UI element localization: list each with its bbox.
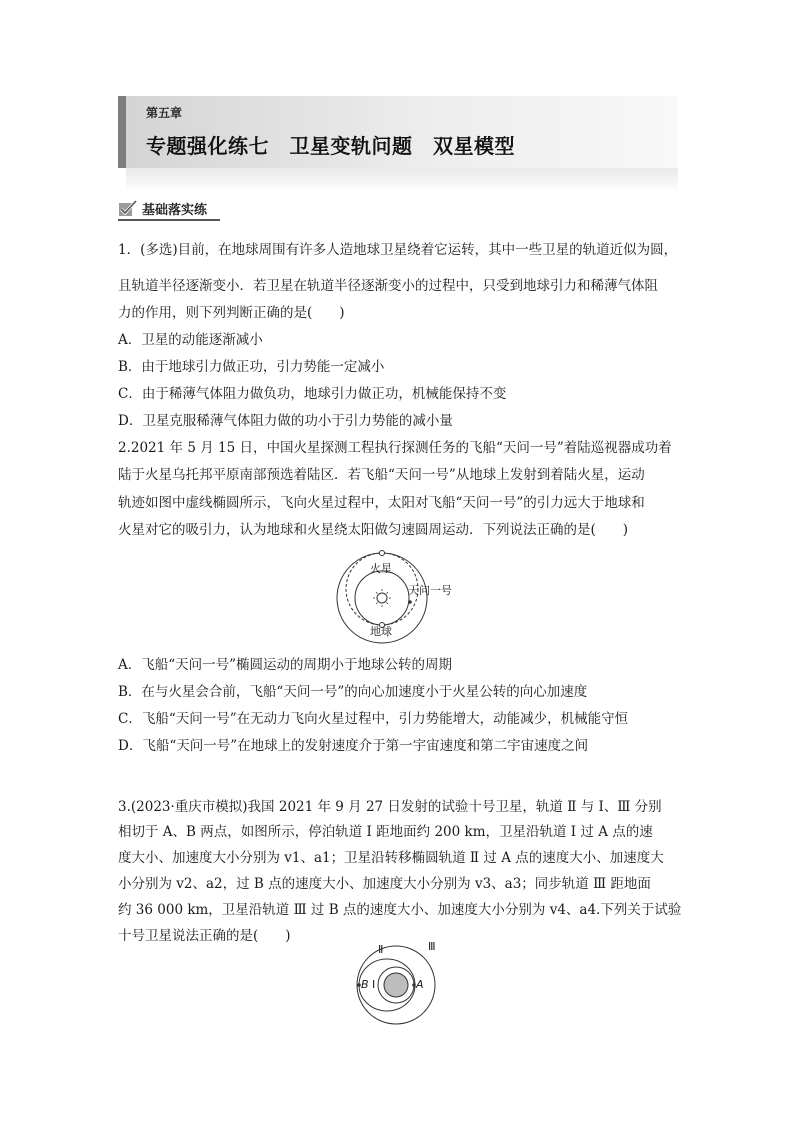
point-b-label: B [361,978,369,991]
banner-accent-bar [118,96,126,168]
q1-option-b: B．由于地球引力做正功，引力势能一定减小 [118,359,385,375]
earth-label: 地球 [370,625,392,638]
q2-option-d: D．飞船“天问一号”在地球上的发射速度介于第一宇宙速度和第二宇宙速度之间 [118,738,589,754]
section-underline [118,219,220,221]
q3-line: 十号卫星说法正确的是( ) [118,928,291,944]
q2-line: 陆于火星乌托邦平原南部预选着陆区．若飞船“天问一号”从地球上发射到着陆火星，运动 [118,467,645,483]
orbit-diagram [318,550,468,650]
section-label: 基础落实练 [142,202,208,218]
satellite-orbit-figure [350,938,450,1028]
probe-label: 天问一号 [408,584,452,597]
q2-option-a: A．飞船“天问一号”椭圆运动的周期小于地球公转的周期 [118,657,453,673]
mars-label: 火星 [370,562,392,575]
q2-option-b: B．在与火星会合前，飞船“天问一号”的向心加速度小于火星公转的向心加速度 [118,684,588,700]
q2-line: 轨迹如图中虚线椭圆所示，飞向火星过程中，太阳对飞船“天问一号”的引力远大于地球和 [118,495,645,511]
q2-line: 2.2021 年 5 月 15 日，中国火星探测工程执行探测任务的飞船“天问一号”着陆巡视器成功着 [118,440,672,456]
q3-line: 3.(2023·重庆市模拟)我国 2021 年 9 月 27 日发射的试验十号卫星，轨道 Ⅱ 与 Ⅰ、Ⅲ 分别 [118,799,662,815]
chapter-label: 第五章 [146,106,183,120]
q3-line: 小分别为 v2、a2，过 B 点的速度大小、加速度大小分别为 v3、a3；同步轨道 Ⅲ 距地面 [118,876,651,892]
q2-line: 火星对它的吸引力，认为地球和火星绕太阳做匀速圆周运动．下列说法正确的是( ) [118,522,629,538]
sun-icon [373,589,391,607]
mars-planet [380,551,385,556]
point-a-label: A [416,978,424,991]
chapter-banner [118,96,678,168]
q1-line: 1．(多选)目前，在地球周围有许多人造地球卫星绕着它运转，其中一些卫星的轨道近似为圆， [118,242,678,258]
earth-orbit [355,571,409,625]
page-title: 专题强化练七 卫星变轨问题 双星模型 [146,134,515,158]
section-heading [118,197,207,219]
q1-line: 且轨道半径逐渐变小．若卫星在轨道半径逐渐变小的过程中，只受到地球引力和稀薄气体阻 [118,278,658,294]
q1-option-a: A．卫星的动能逐渐减小 [118,332,263,348]
orbit-two-label: Ⅱ [378,943,384,956]
probe-marker [408,600,412,604]
q3-line: 约 36 000 km，卫星沿轨道 Ⅲ 过 B 点的速度大小、加速度大小分别为 v4、a4.下列关于试验 [118,902,682,918]
q1-option-d: D．卫星克服稀薄气体阻力做的功小于引力势能的减小量 [118,413,453,429]
q1-option-c: C．由于稀薄气体阻力做负功，地球引力做正功，机械能保持不变 [118,386,507,402]
mars-transfer-figure [318,550,468,650]
q3-line: 相切于 A、B 两点，如图所示，停泊轨道 Ⅰ 距地面约 200 km，卫星沿轨道 Ⅰ 过 A 点的速 [118,824,653,840]
earth-body [384,973,408,997]
q1-line: 力的作用，则下列判断正确的是( ) [118,305,345,321]
banner-shadow [126,168,678,192]
orbit-three-label: Ⅲ [428,940,436,953]
q3-line: 度大小、加速度大小分别为 v1、a1；卫星沿转移椭圆轨道 Ⅱ 过 A 点的速度大小、加速度大 [118,850,664,866]
checkbox-icon [118,199,138,217]
orbit-one-label: Ⅰ [372,978,376,991]
q2-option-c: C．飞船“天问一号”在无动力飞向火星过程中，引力势能增大，动能减少，机械能守恒 [118,711,629,727]
